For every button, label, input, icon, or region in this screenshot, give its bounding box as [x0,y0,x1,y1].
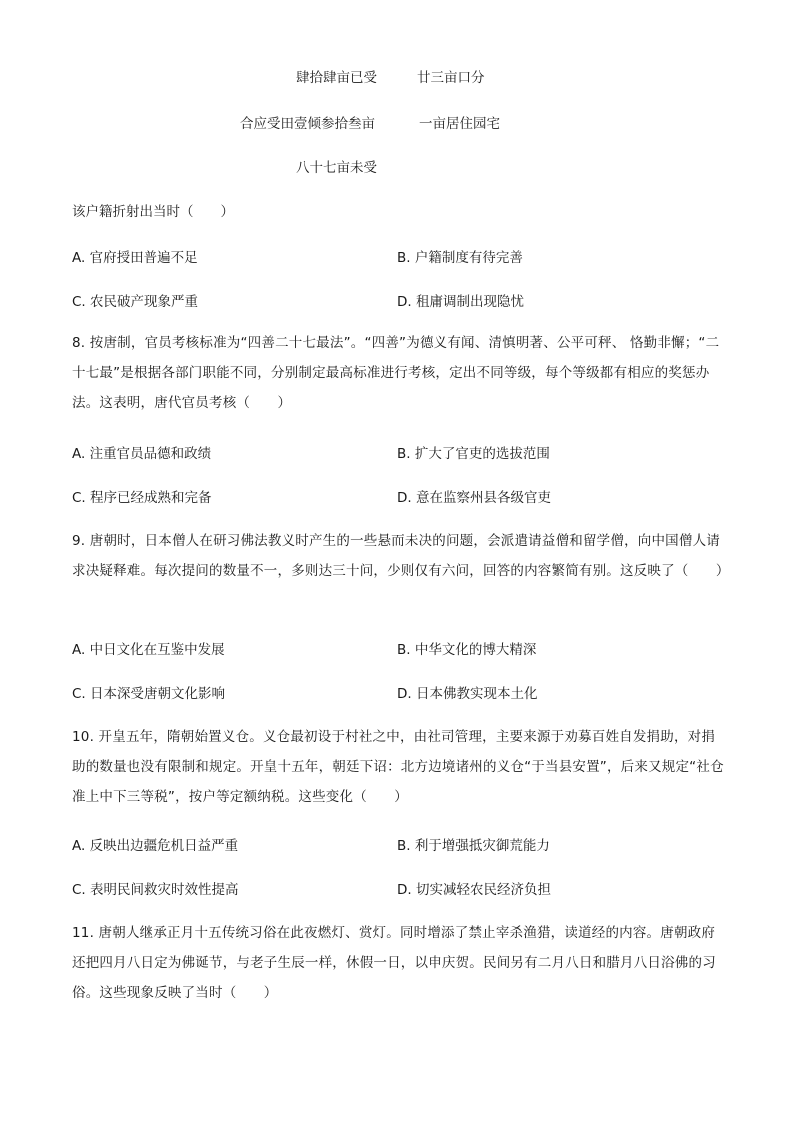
question-10-option-d: D. 切实减轻农民经济负担 [397,882,551,898]
question-9-option-a: A. 中日文化在互鉴中发展 [72,642,225,658]
question-9-stem: 9. 唐朝时，日本僧人在研习佛法教义时产生的一些悬而未决的问题，会派遣请益僧和留学僧，向中国僧人请求决疑释难。每次提问的数量不一，多则达三十问，少则仅有六问，回答的内容繁简有别。这反映了（ ） [72,533,730,579]
question-8-stem: 8. 按唐制，官员考核标准为“四善二十七最法”。“四善”为德义有闻、清慎明著、公平可秤、 恪勤非懈；“二十七最”是根据各部门职能不同，分别制定最高标准进行考核，定出不同等级，每个等级都有相应的奖惩办法。这表明，唐代官员考核（ ） [72,335,720,411]
question-7-option-d: D. 租庸调制出现隐忧 [397,294,524,310]
question-9-option-d: D. 日本佛教实现本土化 [397,686,538,702]
question-7-option-b: B. 户籍制度有待完善 [397,250,523,266]
question-8-option-a: A. 注重官员品德和政绩 [72,446,212,462]
question-8-option-d: D. 意在监察州县各级官吏 [397,490,551,506]
question-8-option-c: C. 程序已经成熟和完备 [72,490,212,506]
question-8-option-b: B. 扩大了官吏的选拔范围 [397,446,550,462]
record-line-1-b: 廿三亩口分 [417,70,485,86]
question-10-stem: 10. 开皇五年，隋朝始置义仓。义仓最初设于村社之中，由社司管理，主要来源于劝募百姓自发捐助，对捐助的数量也没有限制和规定。开皇十五年，朝廷下诏：北方边境诸州的义仓“于当县安置”，后来又规定“社仓准上中下三等税”，按户等定额纳税。这些变化（ ） [72,729,724,805]
question-9-option-b: B. 中华文化的博大精深 [397,642,537,658]
record-line-2-b: 一亩居住园宅 [419,116,500,132]
record-line-2 [240,112,500,132]
question-7-option-c: C. 农民破产现象严重 [72,294,199,310]
record-line-1 [296,66,485,86]
record-line-1-a: 肆拾肆亩已受 [296,70,377,86]
question-7-option-a: A. 官府授田普遍不足 [72,250,198,266]
question-11-stem: 11. 唐朝人继承正月十五传统习俗在此夜燃灯、赏灯。同时增添了禁止宰杀渔猎，读道经的内容。唐朝政府还把四月八日定为佛诞节，与老子生辰一样，休假一日，以申庆贺。民间另有二月八日和腊月八日浴佛的习俗。这些现象反映了当时（ ） [72,925,716,1001]
question-9-option-c: C. 日本深受唐朝文化影响 [72,686,226,702]
question-7-stem: 该户籍折射出当时（ ） [72,204,234,220]
question-10-option-b: B. 利于增强抵灾御荒能力 [397,838,550,854]
question-10-option-c: C. 表明民间救灾时效性提高 [72,882,239,898]
record-line-3: 八十七亩未受 [296,160,377,176]
record-line-2-a: 合应受田壹倾参拾叁亩 [240,116,375,132]
question-10-option-a: A. 反映出边疆危机日益严重 [72,838,239,854]
